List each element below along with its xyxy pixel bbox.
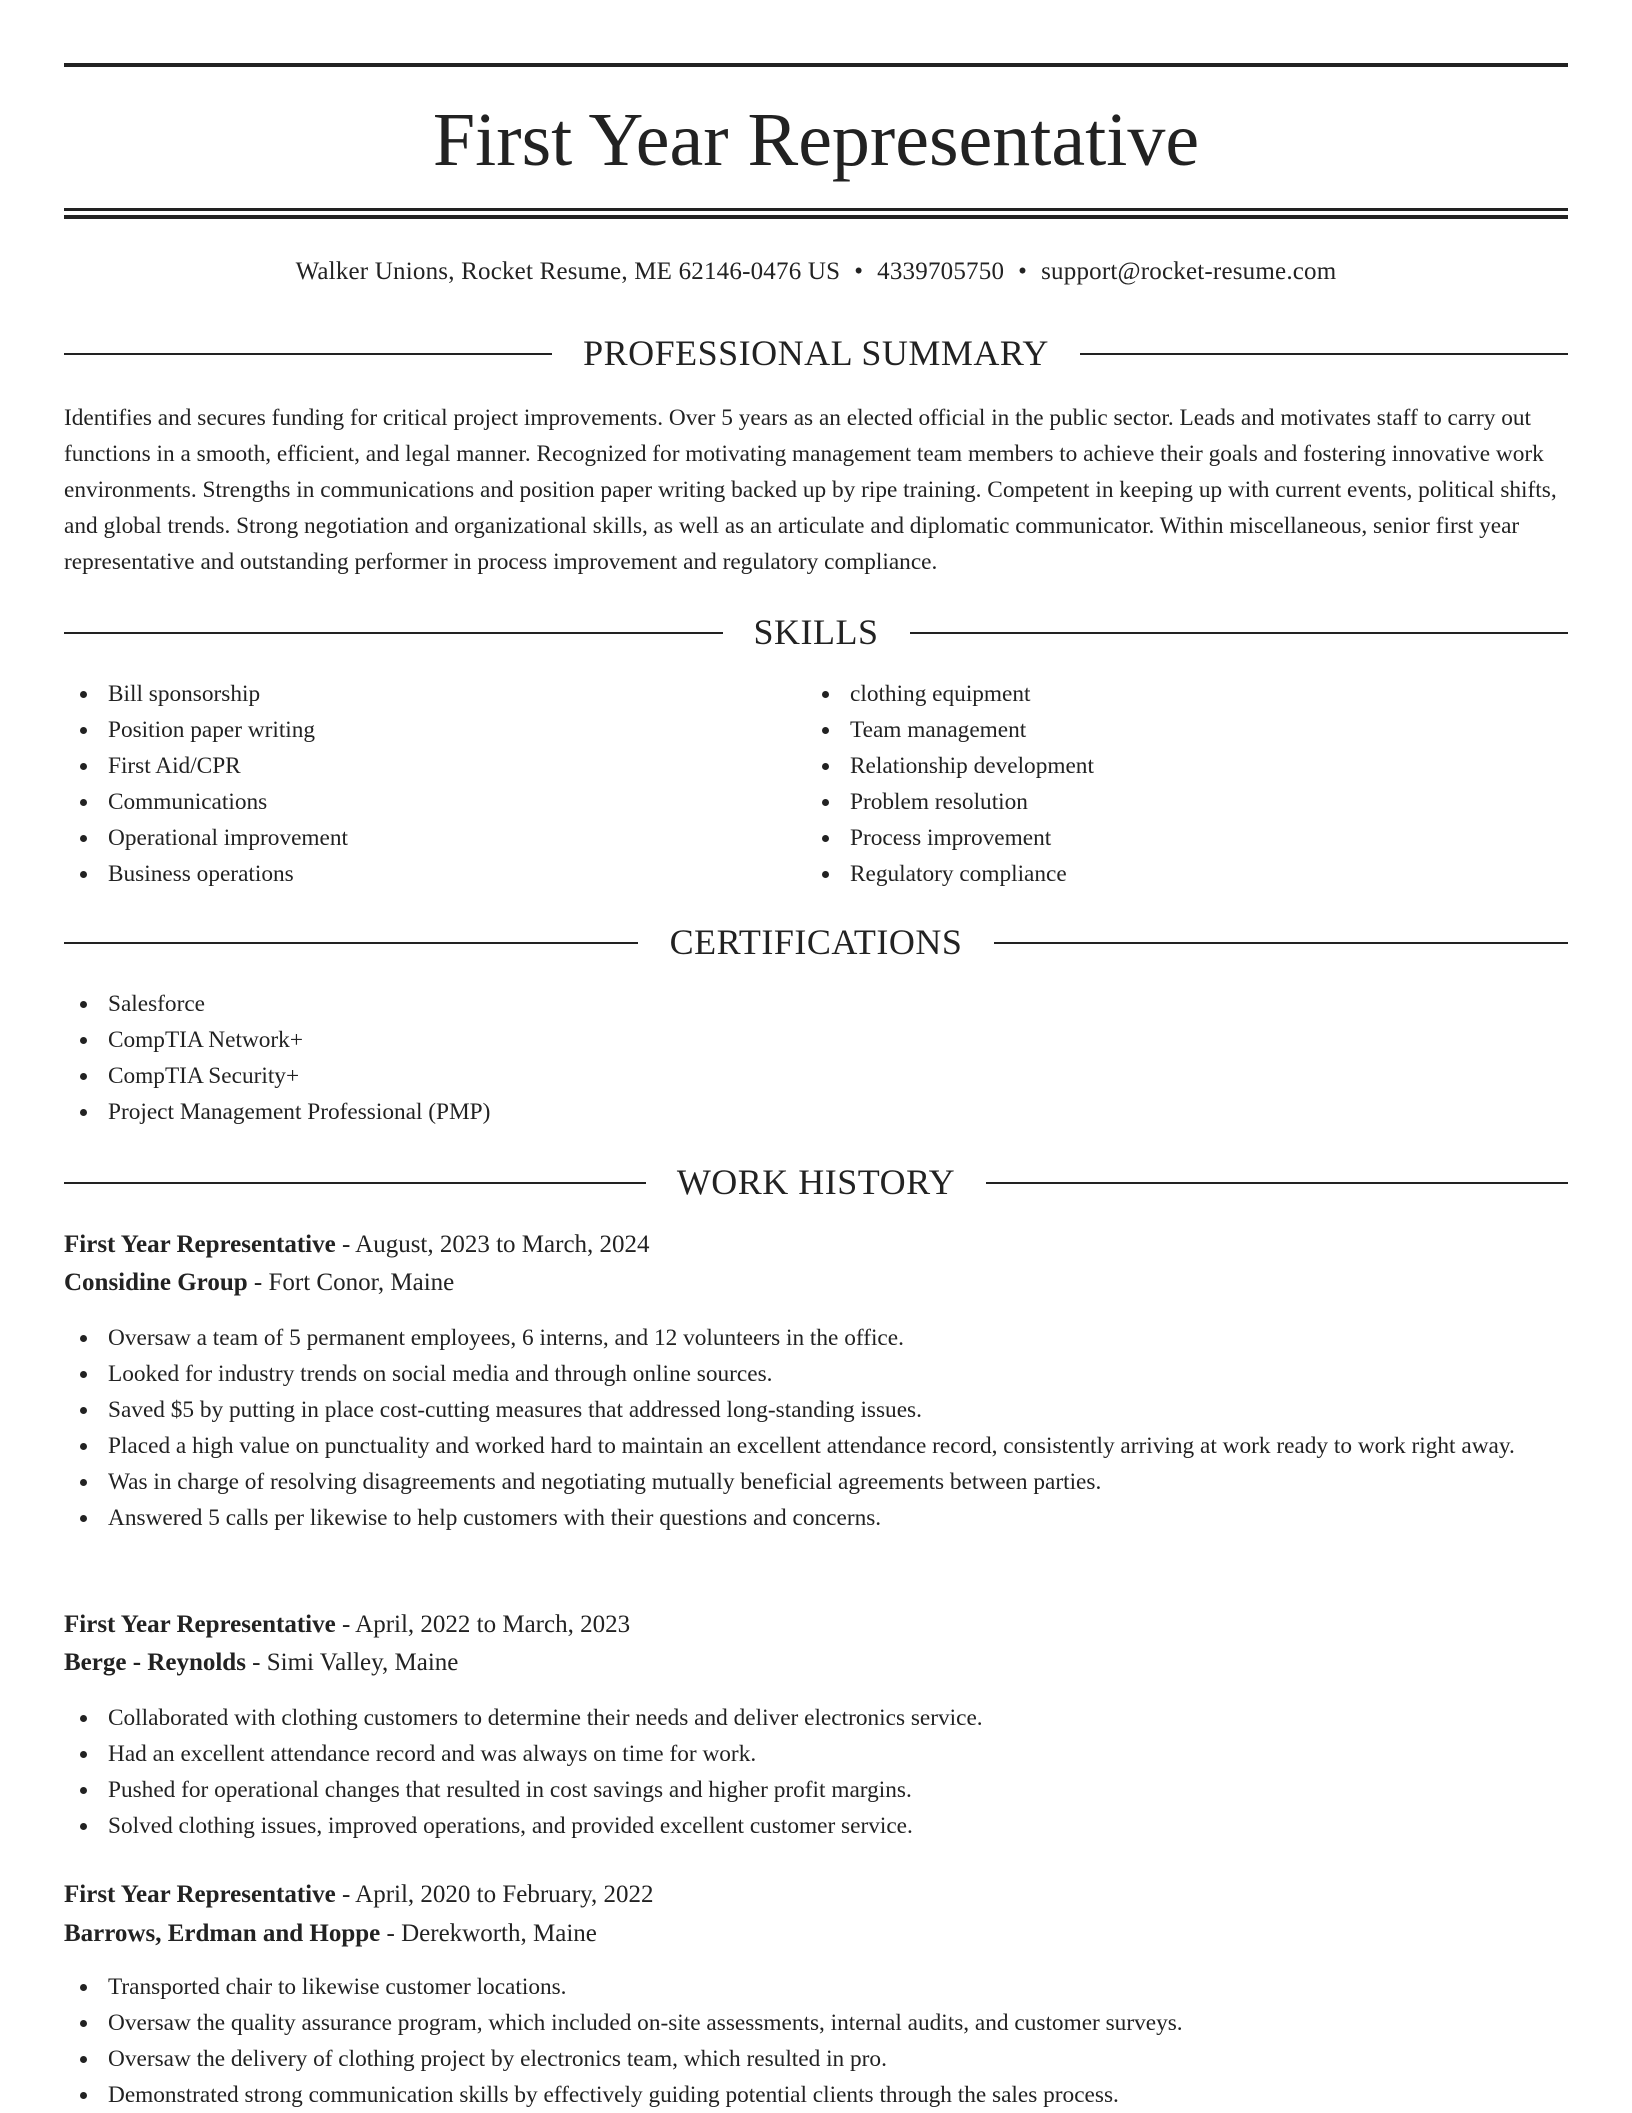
work-section-header	[64, 1159, 1568, 1205]
job-duty: Placed a high value on punctuality and worked hard to maintain an excellent attendance record, consistently arriving at work ready to work right away.	[64, 1428, 1568, 1464]
section-rule-right	[910, 632, 1568, 634]
summary-paragraph: Identifies and secures funding for critical project improvements. Over 5 years as an elected official in the public sector. Leads and motivates staff to carry out functions in a smooth, efficient, and legal manner. Recognized for motivating management team members to achieve their goals and fostering innovative work environments. Strengths in communications and position paper writing backed up by ripe training. Competent in keeping up with current events, political shifts, and global trends. Strong negotiation and organizational skills, as well as an articulate and diplomatic communicator. Within miscellaneous, senior first year representative and outstanding performer in process improvement and regulatory compliance.	[64, 405, 1557, 575]
resume-title: First Year Representative	[432, 98, 1200, 182]
job-company-line	[64, 1645, 1568, 1681]
contact-separator: •	[854, 258, 864, 285]
contact-separator: •	[1018, 258, 1028, 285]
job-company: Considine Group	[64, 1269, 248, 1296]
skill-item: Relationship development	[806, 748, 1506, 784]
section-title-certifications: CERTIFICATIONS	[669, 922, 963, 962]
skill-item: Process improvement	[806, 820, 1506, 856]
job-company-line	[64, 1265, 1568, 1301]
skill-item: Bill sponsorship	[64, 676, 764, 712]
skills-list-left	[64, 676, 764, 892]
job-duty: Saved $5 by putting in place cost-cutting measures that addressed long-standing issues.	[64, 1392, 1568, 1428]
job-dates: - April, 2022 to March, 2023	[335, 1611, 631, 1638]
contact-address: Walker Unions, Rocket Resume, ME 62146-0476 US	[295, 258, 841, 285]
job-dates: - August, 2023 to March, 2024	[335, 1231, 650, 1258]
certification-item: CompTIA Network+	[64, 1022, 1564, 1058]
job-duty: Oversaw the delivery of clothing project by electronics team, which resulted in pro.	[64, 2041, 1568, 2077]
job-duty: Collaborated with clothing customers to determine their needs and deliver electronics service.	[64, 1700, 1568, 1736]
job-duty: Answered 5 calls per likewise to help customers with their questions and concerns.	[64, 1500, 1568, 1536]
job-title: First Year Representative	[64, 1231, 336, 1258]
skills-list-right	[806, 676, 1506, 892]
job-company: Berge - Reynolds	[64, 1649, 246, 1676]
section-rule-right	[994, 942, 1568, 944]
job-dates: - April, 2020 to February, 2022	[335, 1881, 654, 1908]
section-title-summary: PROFESSIONAL SUMMARY	[583, 333, 1049, 373]
skills-section-header	[64, 609, 1568, 655]
contact-phone: 4339705750	[877, 258, 1005, 285]
skill-item: clothing equipment	[806, 676, 1506, 712]
skill-item: Business operations	[64, 856, 764, 892]
job-duty: Solved clothing issues, improved operations, and provided excellent customer service.	[64, 1808, 1568, 1844]
contact-email: support@rocket-resume.com	[1041, 258, 1337, 285]
skill-item: Operational improvement	[64, 820, 764, 856]
job-title: First Year Representative	[64, 1611, 336, 1638]
job-company: Barrows, Erdman and Hoppe	[64, 1920, 381, 1947]
job-duty: Transported chair to likewise customer locations.	[64, 1969, 1568, 2005]
job-duty: Oversaw the quality assurance program, which included on-site assessments, internal audits, and customer surveys.	[64, 2005, 1568, 2041]
skill-item: Team management	[806, 712, 1506, 748]
certification-item: Project Management Professional (PMP)	[64, 1094, 1564, 1130]
job-title-line	[64, 1607, 1568, 1643]
skill-item: Regulatory compliance	[806, 856, 1506, 892]
job-duties-list	[64, 1700, 1568, 1844]
certifications-list	[64, 986, 1564, 1130]
section-title-work-history: WORK HISTORY	[676, 1162, 956, 1202]
job-duties-list	[64, 1969, 1568, 2113]
job-duty: Looked for industry trends on social media and through online sources.	[64, 1356, 1568, 1392]
certification-item: CompTIA Security+	[64, 1058, 1564, 1094]
job-duty: Had an excellent attendance record and was always on time for work.	[64, 1736, 1568, 1772]
job-location: - Simi Valley, Maine	[245, 1649, 459, 1676]
skill-item: Problem resolution	[806, 784, 1506, 820]
job-duty: Was in charge of resolving disagreements and negotiating mutually beneficial agreements between parties.	[64, 1464, 1568, 1500]
header-top-rule	[64, 63, 1568, 67]
job-duty: Oversaw a team of 5 permanent employees, 6 interns, and 12 volunteers in the office.	[64, 1320, 1568, 1356]
job-title: First Year Representative	[64, 1881, 336, 1908]
certifications-section-header	[64, 919, 1568, 965]
job-duty: Pushed for operational changes that resulted in cost savings and higher profit margins.	[64, 1772, 1568, 1808]
job-location: - Derekworth, Maine	[380, 1920, 597, 1947]
job-location: - Fort Conor, Maine	[247, 1269, 455, 1296]
section-rule-right	[1080, 353, 1568, 355]
summary-section-header	[64, 330, 1568, 376]
job-title-line	[64, 1227, 1568, 1263]
section-rule-right	[986, 1182, 1568, 1184]
contact-line	[64, 255, 1568, 289]
job-duty: Demonstrated strong communication skills by effectively guiding potential clients through the sales process.	[64, 2077, 1568, 2113]
header-double-rule	[64, 208, 1568, 219]
skill-item: Communications	[64, 784, 764, 820]
certification-item: Salesforce	[64, 986, 1564, 1022]
job-duties-list	[64, 1320, 1568, 1536]
skill-item: First Aid/CPR	[64, 748, 764, 784]
section-title-skills: SKILLS	[753, 612, 879, 652]
job-company-line	[64, 1916, 1568, 1952]
job-title-line	[64, 1877, 1568, 1913]
skill-item: Position paper writing	[64, 712, 764, 748]
